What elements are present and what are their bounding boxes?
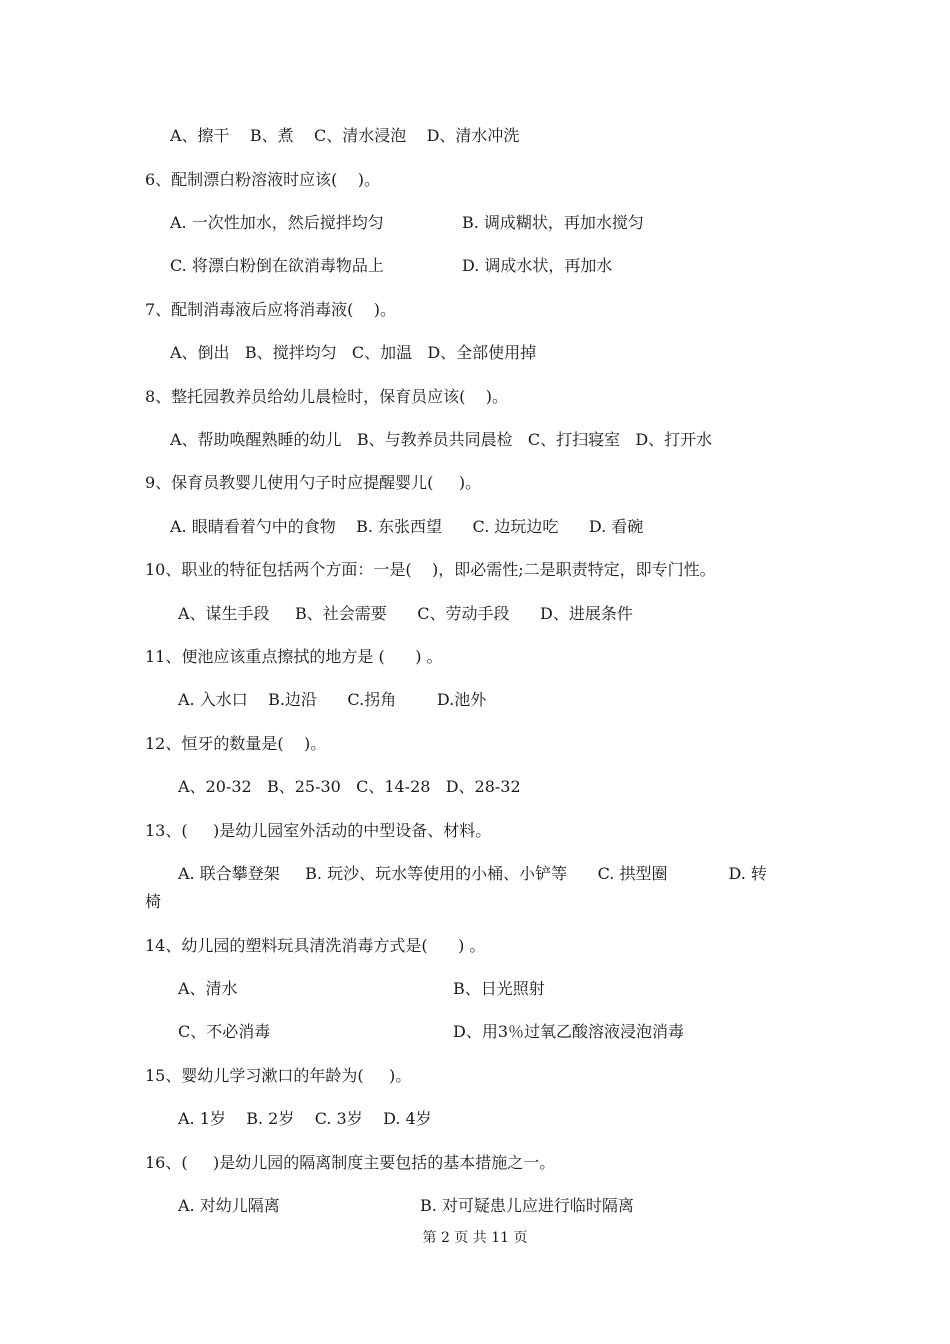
q13-options-wrap: 椅 [145, 892, 162, 911]
q14-option-d: D、用3％过氧乙酸溶液浸泡消毒 [453, 1022, 685, 1041]
question-13: 13、( )是幼儿园室外活动的中型设备、材料。 [145, 821, 492, 840]
q11-options: A. 入水口 B.边沿 C.拐角 D.池外 [178, 690, 487, 709]
question-8: 8、整托园教养员给幼儿晨检时，保育员应该( )。 [145, 387, 509, 406]
question-15: 15、婴幼儿学习漱口的年龄为( )。 [145, 1066, 412, 1085]
q14-option-c: C、不必消毒 [178, 1022, 271, 1041]
q6-option-b: B. 调成糊状，再加水搅匀 [462, 213, 644, 232]
q16-option-a: A. 对幼儿隔离 [178, 1196, 280, 1215]
q6-option-d: D. 调成水状，再加水 [462, 256, 613, 275]
q9-options: A. 眼睛看着勺中的食物 B. 东张西望 C. 边玩边吃 D. 看碗 [170, 517, 644, 536]
q6-option-a: A. 一次性加水，然后搅拌均匀 [170, 213, 384, 232]
q8-options: A、帮助唤醒熟睡的幼儿 B、与教养员共同晨检 C、打扫寝室 D、打开水 [170, 430, 713, 449]
question-14: 14、幼儿园的塑料玩具清洗消毒方式是( ) 。 [145, 936, 486, 955]
q16-option-b: B. 对可疑患儿应进行临时隔离 [420, 1196, 634, 1215]
question-12: 12、恒牙的数量是( )。 [145, 734, 327, 753]
q7-options: A、倒出 B、搅拌均匀 C、加温 D、全部使用掉 [170, 343, 537, 362]
question-16: 16、( )是幼儿园的隔离制度主要包括的基本措施之一。 [145, 1153, 556, 1172]
q12-options: A、20-32 B、25-30 C、14-28 D、28-32 [178, 777, 521, 796]
question-10: 10、职业的特征包括两个方面：一是( )，即必需性;二是职责特定，即专门性。 [145, 560, 716, 579]
q14-option-a: A、清水 [178, 979, 238, 998]
question-7: 7、配制消毒液后应将消毒液( )。 [145, 300, 397, 319]
page-footer: 第 2 页 共 11 页 [422, 1230, 528, 1246]
q6-option-c: C. 将漂白粉倒在欲消毒物品上 [170, 256, 384, 275]
q13-options: A. 联合攀登架 B. 玩沙、玩水等使用的小桶、小铲等 C. 拱型圈 D. 转 [178, 864, 767, 883]
q10-options: A、谋生手段 B、社会需要 C、劳动手段 D、进展条件 [178, 604, 633, 623]
question-9: 9、保育员教婴儿使用勺子时应提醒婴儿( )。 [145, 473, 482, 492]
question-6: 6、配制漂白粉溶液时应该( )。 [145, 170, 381, 189]
question-11: 11、便池应该重点擦拭的地方是 ( ) 。 [145, 647, 443, 666]
q5-options: A、擦干 B、煮 C、清水浸泡 D、清水冲洗 [170, 126, 520, 145]
q14-option-b: B、日光照射 [453, 979, 545, 998]
q15-options: A. 1岁 B. 2岁 C. 3岁 D. 4岁 [178, 1109, 432, 1128]
